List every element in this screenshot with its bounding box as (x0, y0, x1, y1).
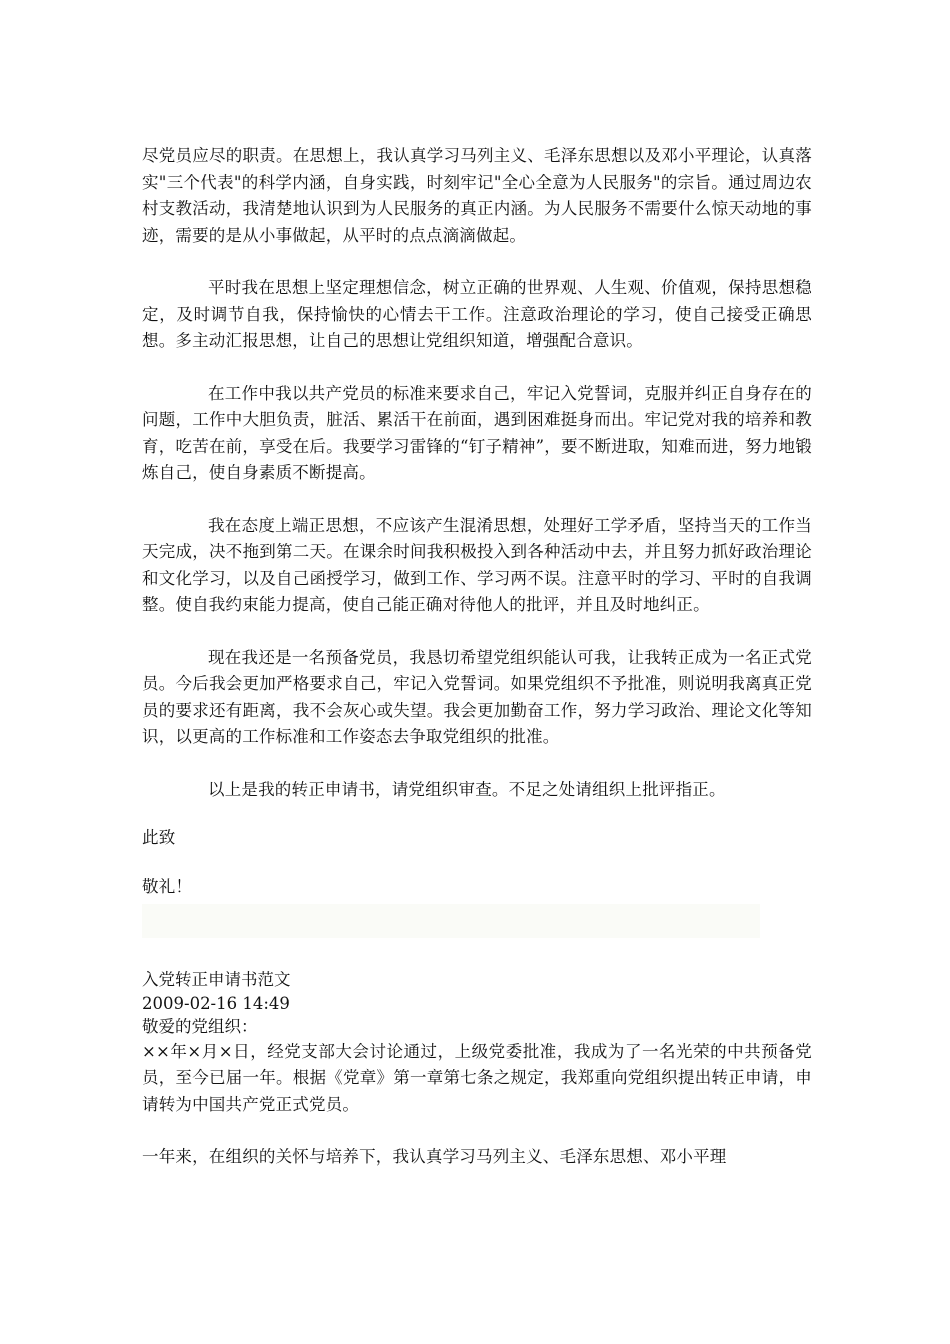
article-datetime: 2009-02-16 14:49 (142, 993, 290, 1013)
closing-to: 此致 (142, 828, 176, 847)
paragraph-ideals: 平时我在思想上坚定理想信念，树立正确的世界观、人生观、价值观，保持思想稳定，及时调节自我，保持愉快的心情去干工作。注意政治理论的学习，使自己接受正确思想。多主动汇报思想，让自己的思想让党组织知道，增强配合意识。 (142, 278, 812, 350)
separator-band (142, 904, 760, 938)
article-body: ××年×月×日，经党支部大会讨论通过，上级党委批准，我成为了一名光荣的中共预备党员，至今已届一年。根据《党章》第一章第七条之规定，我郑重向党组织提出转正申请，申请转为中国共产党正式党员。 (142, 1041, 812, 1114)
paragraph-request: 现在我还是一名预备党员，我恳切希望党组织能认可我，让我转正成为一名正式党员。今后我会更加严格要求自己，牢记入党誓词。如果党组织不予批准，则说明我离真正党员的要求还有距离，我不会灰心或失望。我会更加勤奋工作，努力学习政治、理论文化等知识，以更高的工作标准和工作姿态去争取党组织的批准。 (142, 647, 812, 746)
document-page (142, 143, 812, 1171)
paragraph-duties: 尽党员应尽的职责。在思想上，我认真学习马列主义、毛泽东思想以及邓小平理论，认真落实"三个代表"的科学内涵，自身实践，时刻牢记"全心全意为人民服务"的宗旨。通过周边农村支教活动，我清楚地认识到为人民服务的真正内涵。为人民服务不需要什么惊天动地的事迹，需要的是从小事做起，从平时的点点滴滴做起。 (142, 146, 812, 245)
article-greeting: 敬爱的党组织： (142, 1017, 258, 1036)
closing-salute: 敬礼！ (142, 876, 193, 896)
paragraph-attitude: 我在态度上端正思想，不应该产生混淆思想，处理好工学矛盾，坚持当天的工作当天完成，决不拖到第二天。在课余时间我积极投入到各种活动中去，并且努力抓好政治理论和文化学习，以及自己函授学习，做到工作、学习两不误。注意平时的学习、平时的自我调整。使自我约束能力提高，使自己能正确对待他人的批评，并且及时地纠正。 (142, 515, 812, 614)
paragraph-work: 在工作中我以共产党员的标准来要求自己，牢记入党誓词，克服并纠正自身存在的问题，工作中大胆负责，脏活、累活干在前面，遇到困难挺身而出。牢记党对我的培养和教育，吃苦在前，享受在后。我要学习雷锋的“钉子精神”，要不断进取，知难而进，努力地锻炼自己，使自身素质不断提高。 (142, 383, 812, 482)
paragraph-conclusion: 以上是我的转正申请书，请党组织审查。不足之处请组织上批评指正。 (208, 779, 726, 799)
article-title: 入党转正申请书范文 (142, 970, 291, 989)
article-next-line: 一年来，在组织的关怀与培养下，我认真学习马列主义、毛泽东思想、邓小平理 (142, 1147, 727, 1166)
